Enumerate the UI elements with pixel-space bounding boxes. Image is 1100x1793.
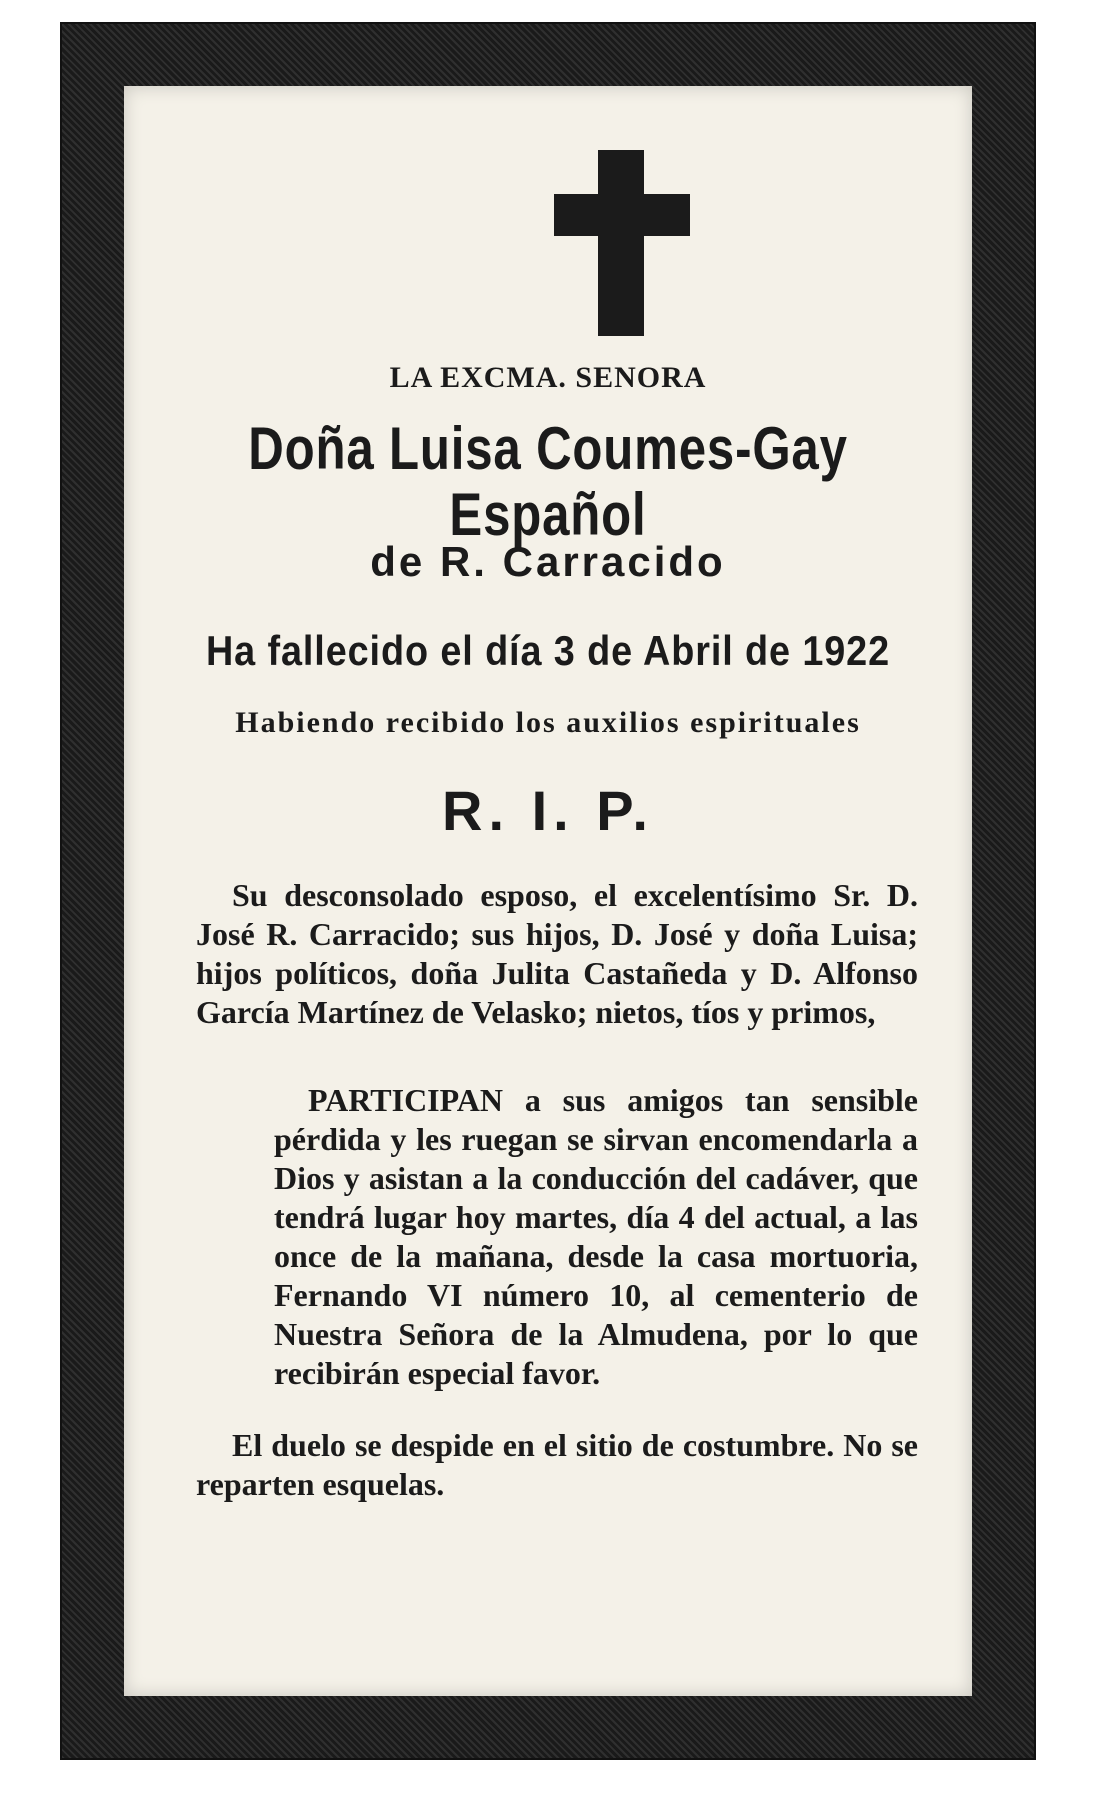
mourning-border bbox=[60, 22, 1036, 1760]
family-paragraph: Su desconsolado esposo, el excelentísimo Sr. D. José R. Carracido; sus hijos, D. José y doña Luisa; hijos políticos, doña Julita Castañeda y D. Alfonso García Martínez de Velasko; nietos, tíos y primos, bbox=[196, 877, 918, 1030]
rip-line: R. I. P. bbox=[442, 779, 654, 842]
married-name: de R. Carracido bbox=[370, 538, 726, 585]
sacraments-line: Habiendo recibido los auxilios espirituales bbox=[235, 706, 861, 739]
honorific-heading: LA EXCMA. SENORA bbox=[389, 361, 707, 394]
notice-content bbox=[124, 86, 972, 1696]
closing-paragraph: El duelo se despide en el sitio de costumbre. No se reparten esquelas. bbox=[196, 1427, 918, 1502]
announcement-paragraph: PARTICIPAN a sus amigos tan sensible pérdida y les ruegan se sirvan encomendarla a Dios y asistan a la conducción del cadáver, que tendrá lugar hoy martes, día 4 del actual, a las once de la mañana, desde la casa mortuoria, Fernando VI número 10, al cementerio de Nuestra Señora de la Almudena, por lo que recibirán especial favor. bbox=[274, 1082, 918, 1391]
notice-panel bbox=[124, 86, 972, 1696]
cross-icon bbox=[554, 150, 690, 336]
deceased-name: Doña Luisa Coumes-Gay Español bbox=[248, 415, 848, 548]
death-date-line: Ha fallecido el día 3 de Abril de 1922 bbox=[205, 627, 891, 674]
